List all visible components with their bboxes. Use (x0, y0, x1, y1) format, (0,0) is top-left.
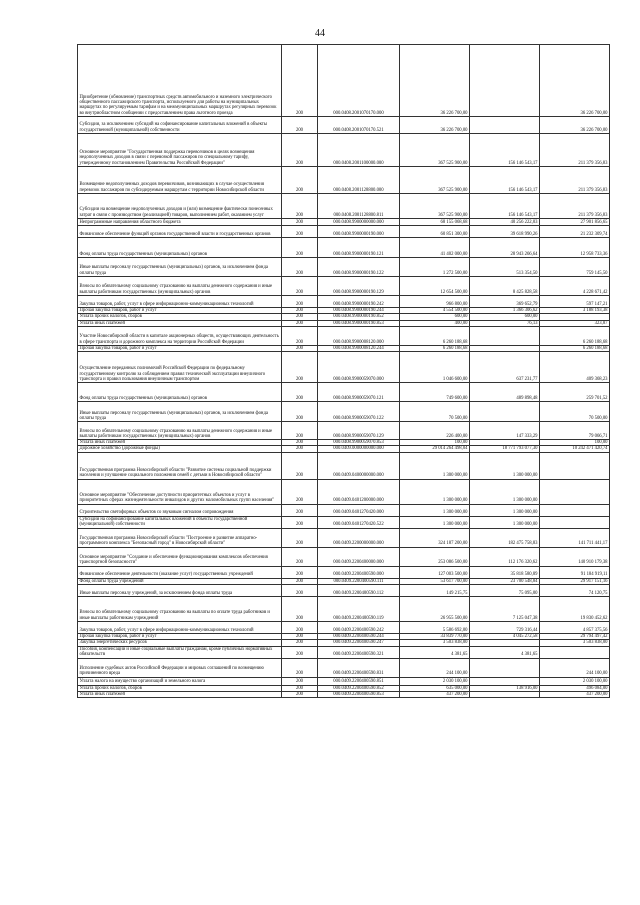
row-rest: 6 260 188,68 (540, 345, 610, 351)
row-name: Приобретение (обновление) транспортных средств автомобильного и наземного электрического общественного пассажирского транспорта, используемого для работы на муниципальных маршрутах по регулируемым тарифам и на межмуниципальных маршрутах регулярных перевозок во внутриобластном сообщении с предоставлением права льготного проезда (78, 45, 282, 117)
table-row (78, 504, 610, 516)
row-rest: 70 500,00 (540, 402, 610, 422)
row-plan: 1 300 000,00 (400, 516, 470, 528)
row-name: Закупка товаров, работ, услуг в сфере информационно-коммуникационных технологий (78, 622, 282, 634)
row-kbk: 000.0408.2001100000.000 (318, 134, 400, 167)
row-fact: 35 818 580,89 (470, 566, 540, 578)
row-rest (540, 516, 610, 528)
row-plan: 226 400,00 (400, 422, 470, 440)
table-row (78, 479, 610, 504)
row-kbk: 000.0409.2200400000.000 (318, 547, 400, 566)
row-name: Участие Новосибирской области в капиталe акционерных обществ, осуществляющих деятельность в сфере транспорта и дорожного комплекса на территории Российской Федерации (78, 326, 282, 345)
row-fact: 40 256 222,03 (470, 219, 540, 226)
row-rest (540, 504, 610, 516)
row-code: 200 (282, 547, 318, 566)
row-plan: 367 525 900,00 (400, 194, 470, 219)
table-row (78, 566, 610, 578)
row-fact: 112 176 320,62 (470, 547, 540, 566)
row-plan: 244 100,00 (400, 658, 470, 677)
row-plan: 253 086 500,00 (400, 547, 470, 566)
row-rest: 211 379 356,83 (540, 194, 610, 219)
row-fact: 138 916,00 (470, 685, 540, 691)
row-code: 200 (282, 622, 318, 634)
row-fact: 23 700 548,84 (470, 578, 540, 584)
row-kbk: 000.0409.2200000000.000 (318, 528, 400, 547)
table-row (78, 547, 610, 566)
row-kbk: 000.0409.2200400590.000 (318, 566, 400, 578)
row-kbk: 000.0409.2200400590.242 (318, 622, 400, 634)
row-code: 200 (282, 585, 318, 597)
row-rest: 211 379 356,83 (540, 134, 610, 167)
row-rest: 19 830 452,62 (540, 597, 610, 622)
row-fact: 1 300 000,00 (470, 452, 540, 479)
table-row (78, 117, 610, 134)
row-code: 200 (282, 640, 318, 646)
row-fact: 76,13 (470, 320, 540, 326)
table-row (78, 167, 610, 194)
row-kbk: 000.0408.9900059070.121 (318, 383, 400, 402)
row-kbk: 000.0409.2200400590.853 (318, 691, 400, 697)
row-rest: 597 147,21 (540, 296, 610, 308)
row-fact: 28 943 266,64 (470, 238, 540, 258)
row-kbk: 000.0408.2001070170.000 (318, 45, 400, 117)
row-plan: 4 381,65 (400, 646, 470, 658)
row-rest: 4 228 671,42 (540, 277, 610, 296)
row-fact (470, 326, 540, 345)
row-plan: 41 402 000,00 (400, 238, 470, 258)
row-code: 200 (282, 440, 318, 446)
row-code: 200 (282, 167, 318, 194)
row-fact (470, 658, 540, 677)
row-kbk: 000.0409.2200400590.112 (318, 585, 400, 597)
table-row (78, 677, 610, 685)
row-code: 200 (282, 352, 318, 383)
row-plan: 749 600,00 (400, 383, 470, 402)
row-rest: 91 184 919,11 (540, 566, 610, 578)
row-code: 200 (282, 504, 318, 516)
table-row (78, 277, 610, 296)
row-name: Возмещение недополученных доходов перевозчиков, возникающих в случае осуществления перевозок пассажиров по субсидируемым маршрутам с территории Новосибирской области (78, 167, 282, 194)
table-row (78, 622, 610, 634)
row-fact: 8 425 828,58 (470, 277, 540, 296)
row-fact: 1 300 000,00 (470, 479, 540, 504)
row-name: Фонд оплаты труда государственных (муниципальных) органов (78, 383, 282, 402)
row-rest: 4 857 375,56 (540, 622, 610, 634)
row-plan: 100,00 (400, 440, 470, 446)
row-fact: 729 316,44 (470, 622, 540, 634)
row-code: 200 (282, 446, 318, 452)
row-plan: 6 260 188,68 (400, 345, 470, 351)
table-row (78, 194, 610, 219)
row-kbk: 000.0408.2001128800.811 (318, 194, 400, 219)
row-plan: 324 187 200,00 (400, 528, 470, 547)
table-row (78, 446, 610, 452)
row-name: Закупка товаров, работ, услуг в сфере информационно-коммуникационных технологий (78, 296, 282, 308)
row-fact: 369 652,79 (470, 296, 540, 308)
row-rest (540, 479, 610, 504)
row-rest: 3 503 838,00 (540, 640, 610, 646)
row-rest: 36 226 700,00 (540, 117, 610, 134)
row-plan: 437 200,00 (400, 691, 470, 697)
row-kbk: 000.0408.9900000190.121 (318, 238, 400, 258)
row-kbk: 000.0408.9900000190.242 (318, 296, 400, 308)
row-name: Финансовое обеспечение деятельности (оказание услуг) государственных учреждений (78, 566, 282, 578)
row-fact: 4 381,65 (470, 646, 540, 658)
row-name: Субсидии на софинансирование капитальных вложений в объекты государственной (муниципальной) собственности (78, 516, 282, 528)
row-fact (470, 117, 540, 134)
row-name: Фонд оплаты труда учреждений (78, 578, 282, 584)
row-name: Иные выплаты персоналу учреждений, за исключением фонда оплаты труда (78, 585, 282, 597)
row-name: Строительство светофорных объектов со звуковым сигналом сопровождения (78, 504, 282, 516)
row-name: Дорожное хозяйство (дорожные фонды) (78, 446, 282, 452)
row-kbk: 000.0409.0000000000.000 (318, 446, 400, 452)
row-plan: 33 839 770,00 (400, 634, 470, 640)
row-rest: 323,87 (540, 320, 610, 326)
table-row (78, 134, 610, 167)
table-row (78, 646, 610, 658)
row-rest: 259 701,52 (540, 383, 610, 402)
row-fact: 4 045 272,58 (470, 634, 540, 640)
row-name: Субсидии на возмещение недополученных доходов и (или) возмещение фактически понесенных затрат в связи с производством (реализацией) товаров, выполнением работ, оказанием услуг (78, 194, 282, 219)
table-row (78, 658, 610, 677)
row-code: 200 (282, 578, 318, 584)
row-kbk: 000.0408.9900000000.000 (318, 219, 400, 226)
row-rest: 12 958 733,36 (540, 238, 610, 258)
row-code: 200 (282, 634, 318, 640)
row-plan: 1 046 600,00 (400, 352, 470, 383)
row-rest: 3 188 193,38 (540, 308, 610, 314)
row-fact: 156 146 543,17 (470, 194, 540, 219)
row-kbk: 000.0408.9900000190.000 (318, 226, 400, 238)
row-code: 200 (282, 528, 318, 547)
row-name: Основное мероприятие "Обеспечение доступности приоритетных объектов и услуг в приоритетных сферах жизнедеятельности инвалидов и других маломобильных групп населения" (78, 479, 282, 504)
row-rest: 100,00 (540, 440, 610, 446)
row-rest: 79 066,71 (540, 422, 610, 440)
row-name: Прочая закупка товаров, работ и услуг (78, 634, 282, 640)
row-fact: 182 475 758,83 (470, 528, 540, 547)
row-kbk: 000.0408.9900059070.000 (318, 352, 400, 383)
row-rest (540, 452, 610, 479)
row-rest: 140 910 179,38 (540, 547, 610, 566)
table-row (78, 383, 610, 402)
row-rest: 2 030 100,00 (540, 677, 610, 685)
row-code: 200 (282, 422, 318, 440)
row-code: 200 (282, 479, 318, 504)
row-fact (470, 677, 540, 685)
row-name: Прочая закупка товаров, работ и услуг (78, 345, 282, 351)
row-fact: 147 333,29 (470, 422, 540, 440)
row-fact: 18 771 793 077,30 (470, 446, 540, 452)
row-rest: 74 120,75 (540, 585, 610, 597)
row-kbk: 000.0409.0401200000.000 (318, 479, 400, 504)
row-code: 200 (282, 402, 318, 422)
row-name: Осуществление переданных полномочий Российской Федерации по федеральному государственному контролю за соблюдением правил технической эксплуатации внеуличного транспорта и правил пользования внеуличным транспортом (78, 352, 282, 383)
row-fact: 75 095,00 (470, 585, 540, 597)
row-rest: 27 901 856,65 (540, 219, 610, 226)
table-row (78, 585, 610, 597)
row-name: Государственная программа Новосибирской области "Построение и развитие аппаратно-программного комплекса "Безопасный город" в Новосибирской области" (78, 528, 282, 547)
row-plan: 4 554 500,00 (400, 308, 470, 314)
row-kbk: 000.0409.2200400590.119 (318, 597, 400, 622)
row-code: 200 (282, 238, 318, 258)
row-code: 200 (282, 566, 318, 578)
table-row (78, 528, 610, 547)
row-fact: 156 146 543,17 (470, 134, 540, 167)
row-code: 200 (282, 194, 318, 219)
row-plan: 5 586 692,00 (400, 622, 470, 634)
table-row (78, 226, 610, 238)
row-rest: 496 084,00 (540, 685, 610, 691)
row-fact: 7 125 047,38 (470, 597, 540, 622)
row-plan: 367 525 900,00 (400, 167, 470, 194)
row-code: 200 (282, 134, 318, 167)
row-fact: 39 618 990,26 (470, 226, 540, 238)
row-code: 200 (282, 296, 318, 308)
table-row (78, 258, 610, 277)
table-row (78, 296, 610, 308)
row-kbk: 000.0408.9900000190.122 (318, 258, 400, 277)
row-plan: 26 955 500,00 (400, 597, 470, 622)
row-name: Пособия, компенсации и иные социальные выплаты гражданам, кроме публичных нормативных обязательств (78, 646, 282, 658)
row-name: Уплата иных платежей (78, 320, 282, 326)
row-rest: 21 232 309,74 (540, 226, 610, 238)
row-plan: 367 525 900,00 (400, 134, 470, 167)
row-plan: 1 300 000,00 (400, 452, 470, 479)
row-code: 200 (282, 226, 318, 238)
row-code: 200 (282, 516, 318, 528)
row-plan: 600,00 (400, 314, 470, 320)
row-kbk: 000.0408.9900000190.852 (318, 314, 400, 320)
row-plan: 149 215,75 (400, 585, 470, 597)
table-row (78, 516, 610, 528)
row-code: 200 (282, 452, 318, 479)
row-name: Финансовое обеспечение функций органов государственной власти и государственных органов (78, 226, 282, 238)
row-rest: 141 711 441,17 (540, 528, 610, 547)
row-fact (470, 45, 540, 117)
row-kbk: 000.0408.9900059070.129 (318, 422, 400, 440)
row-code: 200 (282, 326, 318, 345)
row-plan: 400,00 (400, 320, 470, 326)
row-rest: 10 242 471 420,74 (540, 446, 610, 452)
row-kbk: 000.0408.2001070170.521 (318, 117, 400, 134)
row-name: Субсидии, за исключением субсидий на софинансирование капитальных вложений в объекты государственной (муниципальной) собственности (78, 117, 282, 134)
page-number: 44 (315, 28, 325, 39)
row-kbk: 000.0408.9900008120.244 (318, 345, 400, 351)
row-plan: 966 800,00 (400, 296, 470, 308)
row-fact: 489 898,48 (470, 383, 540, 402)
table-row (78, 45, 610, 117)
row-kbk: 000.0408.9900059070.122 (318, 402, 400, 422)
budget-table-body (78, 45, 610, 698)
row-code: 200 (282, 308, 318, 314)
row-fact: 1 300 000,00 (470, 516, 540, 528)
row-code: 200 (282, 691, 318, 697)
row-name: Закупка энергетических ресурсов (78, 640, 282, 646)
row-kbk: 000.0408.9900000190.129 (318, 277, 400, 296)
row-code: 200 (282, 685, 318, 691)
row-fact: 637 231,77 (470, 352, 540, 383)
row-plan: 60 851 300,00 (400, 226, 470, 238)
row-rest: 409 368,23 (540, 352, 610, 383)
row-name: Уплата налога на имущество организаций и земельного налога (78, 677, 282, 685)
row-code: 200 (282, 677, 318, 685)
row-plan: 1 300 000,00 (400, 479, 470, 504)
row-kbk: 000.0409.0400000000.000 (318, 452, 400, 479)
row-rest: 211 379 356,83 (540, 167, 610, 194)
row-code: 200 (282, 320, 318, 326)
row-kbk: 000.0409.2200400590.247 (318, 640, 400, 646)
row-plan: 70 500,00 (400, 402, 470, 422)
row-name: Прочая закупка товаров, работ и услуг (78, 308, 282, 314)
row-plan: 2 030 100,00 (400, 677, 470, 685)
row-kbk: 000.0408.9900000190.853 (318, 320, 400, 326)
row-kbk: 000.0409.0401270420.000 (318, 504, 400, 516)
row-fact: 1 366 306,62 (470, 308, 540, 314)
budget-table (77, 44, 608, 698)
row-plan: 53 617 700,00 (400, 578, 470, 584)
row-code: 200 (282, 658, 318, 677)
row-plan: 1 300 000,00 (400, 504, 470, 516)
row-code: 200 (282, 597, 318, 622)
row-name: Государственная программа Новосибирской области "Развитие системы социальной поддержки населения и улучшение социального положения семей с детьми в Новосибирской области" (78, 452, 282, 479)
row-fact: 156 146 543,17 (470, 167, 540, 194)
row-rest: 29 794 497,42 (540, 634, 610, 640)
row-plan: 68 155 068,68 (400, 219, 470, 226)
row-plan: 635 000,00 (400, 685, 470, 691)
row-rest (540, 646, 610, 658)
row-code: 200 (282, 45, 318, 117)
row-code: 200 (282, 219, 318, 226)
row-kbk: 000.0409.2200400590.851 (318, 677, 400, 685)
row-name: Взносы по обязательному социальному страхованию на выплаты по оплате труда работников и иные выплаты работникам учреждений (78, 597, 282, 622)
row-name: Основное мероприятие "Государственная поддержка перевозчиков в целях возмещения недополученных доходов в связи с перевозкой пассажиров по специальному тарифу, утвержденному постановлением Правительства Российской Федерации" (78, 134, 282, 167)
row-kbk: 000.0409.2200400590.852 (318, 685, 400, 691)
row-kbk: 000.0409.2200400590.321 (318, 646, 400, 658)
table-row (78, 326, 610, 345)
row-name: Непрограммные направления областного бюджета (78, 219, 282, 226)
table-row (78, 352, 610, 383)
row-kbk: 000.0409.2200400590.244 (318, 634, 400, 640)
row-rest: 437 200,00 (540, 691, 610, 697)
row-code: 200 (282, 117, 318, 134)
row-rest: 29 917 151,16 (540, 578, 610, 584)
table-row (78, 238, 610, 258)
table-row (78, 422, 610, 440)
table-row (78, 402, 610, 422)
row-fact: 1 300 000,00 (470, 504, 540, 516)
row-rest: 244 100,00 (540, 658, 610, 677)
row-kbk: 000.0408.9900008120.000 (318, 326, 400, 345)
row-plan: 3 503 838,00 (400, 640, 470, 646)
table-row (78, 219, 610, 226)
row-name: Уплата прочих налогов, сборов (78, 685, 282, 691)
row-name: Взносы по обязательному социальному страхованию на выплаты денежного содержания и иные выплаты работникам государственных (муниципальных) органов (78, 277, 282, 296)
row-code: 200 (282, 383, 318, 402)
row-kbk: 000.0408.9900000190.244 (318, 308, 400, 314)
row-kbk: 000.0408.2001128800.000 (318, 167, 400, 194)
row-code: 200 (282, 258, 318, 277)
row-plan: 127 003 500,00 (400, 566, 470, 578)
row-name: Фонд оплаты труда государственных (муниципальных) органов (78, 238, 282, 258)
table-row (78, 597, 610, 622)
row-code: 200 (282, 314, 318, 320)
row-fact: 513 354,50 (470, 258, 540, 277)
row-kbk: 000.0409.0401270420.522 (318, 516, 400, 528)
row-name: Иные выплаты персоналу государственных (муниципальных) органов, за исключением фонда оплаты труда (78, 258, 282, 277)
row-name: Взносы по обязательному социальному страхованию на выплаты денежного содержания и иные выплаты работникам государственных (муниципальных) органов (78, 422, 282, 440)
row-kbk: 000.0408.9900059070.853 (318, 440, 400, 446)
row-plan: 6 260 188,68 (400, 326, 470, 345)
row-rest: 759 145,50 (540, 258, 610, 277)
row-name: Исполнение судебных актов Российской Федерации и мировых соглашений по возмещению причиненного вреда (78, 658, 282, 677)
row-name: Уплата иных платежей (78, 691, 282, 697)
row-plan: 29 014 264 498,04 (400, 446, 470, 452)
row-name: Уплата иных платежей (78, 440, 282, 446)
row-plan: 12 654 500,00 (400, 277, 470, 296)
row-name: Иные выплаты персоналу государственных (муниципальных) органов, за исключением фонда оплаты труда (78, 402, 282, 422)
row-code: 200 (282, 345, 318, 351)
row-rest: 6 260 188,68 (540, 326, 610, 345)
row-plan: 36 226 700,00 (400, 45, 470, 117)
row-code: 200 (282, 646, 318, 658)
row-name: Основное мероприятие "Создание и обеспечение функционирования комплексов обеспечения транспортной безопасности" (78, 547, 282, 566)
row-code: 200 (282, 277, 318, 296)
table-row (78, 691, 610, 697)
row-plan: 1 272 500,00 (400, 258, 470, 277)
row-plan: 36 226 700,00 (400, 117, 470, 134)
row-name: Уплата прочих налогов, сборов (78, 314, 282, 320)
row-rest: 36 226 700,00 (540, 45, 610, 117)
row-fact: 600,00 (470, 314, 540, 320)
row-kbk: 000.0409.2200400590.111 (318, 578, 400, 584)
row-fact (470, 402, 540, 422)
row-kbk: 000.0409.2200400590.831 (318, 658, 400, 677)
row-fact (470, 691, 540, 697)
table-row (78, 452, 610, 479)
